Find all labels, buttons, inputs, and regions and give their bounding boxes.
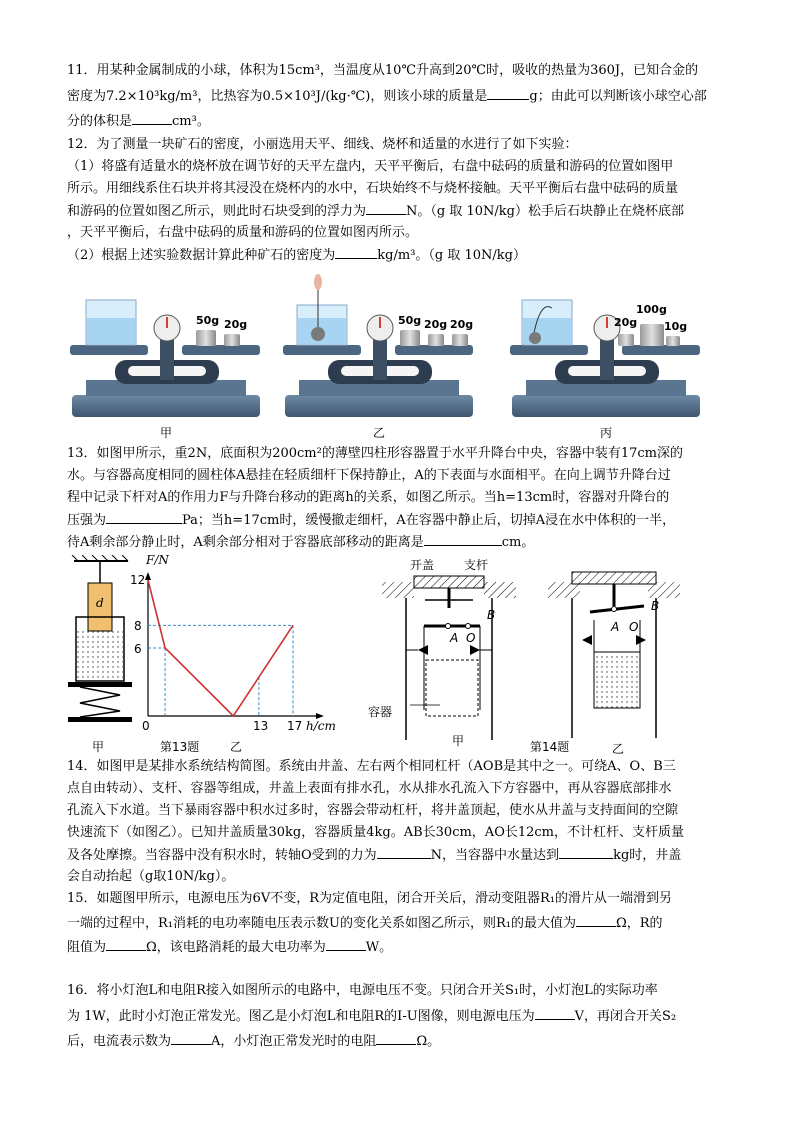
drain-system-yi (548, 572, 680, 738)
y-tick: 6 (134, 642, 142, 656)
weight-label: 10g (664, 320, 688, 333)
q12-line4: 和游码的位置如图乙所示，则此时石块受到的浮力为 N。（g 取 10N/kg）松手后石块静止在烧杯底部 (67, 200, 727, 223)
q13-line2: 水。与容器高度相同的圆柱体A悬挂在轻质细杆下保持静止，A的下表面与水面相平。在向上调节升降台过 (67, 468, 671, 483)
answer-blank[interactable] (171, 1030, 211, 1045)
fig-label-bing: 丙 (600, 426, 613, 440)
q14-line6: 会自动抬起（g取10N/kg）。 (67, 869, 235, 884)
x-tick: 0 (142, 719, 150, 733)
q13-line1: 13．如图甲所示，重2N，底面积为200cm²的薄壁四柱形容器置于水平升降台中央，容器中装有17cm深的 (67, 446, 683, 461)
lever-point-a: A (450, 631, 459, 645)
weight-label: 20g (450, 318, 474, 331)
fig-label-yi: 乙 (373, 426, 386, 440)
rod-label: 支杆 (464, 558, 489, 572)
answer-blank[interactable] (326, 936, 366, 951)
weight-label: 100g (636, 303, 667, 316)
x-tick: 13 (253, 719, 269, 733)
lever-point-o: O (466, 631, 476, 645)
q15-line3: 阻值为 Ω，该电路消耗的最大电功率为 W。 (67, 936, 727, 959)
weight-label: 20g (614, 316, 638, 329)
q12-line6: （2）根据上述实验数据计算此种矿石的密度为 kg/m³。（g 取 10N/kg） (67, 244, 727, 267)
y-tick: 8 (134, 619, 142, 633)
q14-fig-jia: 甲 (452, 734, 465, 748)
q12-line3: 所示。用细线系住石块并将其浸没在烧杯内的水中，石块始终不与烧杯接触。天平平衡后右盘中砝码的质量 (67, 181, 679, 196)
weight-label: 50g (398, 314, 422, 327)
q11-line2: 密度为7.2×10³kg/m³，比热容为0.5×10³J/(kg·℃)，则该小球的质量是 g；由此可以判断该小球空心部 (67, 85, 727, 108)
fig-label-jia: 甲 (160, 426, 173, 440)
container-label: 容器 (368, 705, 393, 719)
q11-line1: 11．用某种金属制成的小球，体积为15cm³，当温度从10℃升高到20℃时，吸收的热量为360J，已知合金的 (67, 63, 699, 78)
answer-blank[interactable] (559, 844, 613, 859)
q13-caption: 第13题 (160, 740, 200, 754)
lever-point-a: A (611, 620, 620, 634)
q14-line2: 点自由转动）、支杆、容器等组成，井盖上表面有排水孔，水从排水孔流入下方容器中，再从容器底部排水 (67, 781, 672, 796)
weight-label: 20g (424, 318, 448, 331)
answer-blank[interactable] (535, 1005, 575, 1020)
q14-line1: 14．如图甲是某排水系统结构简图。系统由井盖、左右两个相同杠杆（AOB是其中之一。可绕A、O、B三 (67, 759, 676, 774)
y-axis-label: F/N (146, 553, 169, 567)
x-tick: 17 (287, 719, 303, 733)
q16-line1: 16．将小灯泡L和电阻R接入如图所示的电路中，电源电压不变。只闭合开关S₁时，小灯泡L的实际功率 (67, 983, 658, 998)
answer-blank[interactable] (106, 936, 146, 951)
q12-line2: （1）将盛有适量水的烧杯放在调节好的天平左盘内，天平平衡后，右盘中砝码的质量和游码的位置如图甲 (67, 159, 674, 174)
q15-line2: 一端的过程中，R₁消耗的电功率随电压表示数U的变化关系如图乙所示，则R₁的最大值为 Ω，R的 (67, 912, 727, 935)
q15-line1: 15．如题图甲所示，电源电压为6V不变，R为定值电阻，闭合开关后，滑动变阻器R₁的滑片从一端滑到另 (67, 891, 672, 906)
q11-line3: 分的体积是 cm³。 (67, 110, 727, 133)
q14-fig-yi: 乙 (612, 742, 625, 756)
answer-blank[interactable] (576, 912, 616, 927)
q12-line5: ，天平平衡后，右盘中砝码的质量和游码的位置如图丙所示。 (67, 225, 419, 240)
weight-label: 20g (224, 318, 248, 331)
drain-system-jia (382, 576, 516, 740)
x-axis-label: h/cm (306, 719, 336, 733)
q13-line3: 程中记录下杆对A的作用力F与升降台移动的距离h的关系，如图乙所示。当h=13cm时，容器对升降台的 (67, 490, 670, 505)
q13-fig-jia: 甲 (92, 740, 105, 754)
q16-line3: 后，电流表示数为 A，小灯泡正常发光时的电阻 Ω。 (67, 1030, 727, 1053)
q14-line5: 及各处摩擦。当容器中没有积水时，转轴O受到的力为 N，当容器中水量达到 kg时，井盖 (67, 844, 727, 867)
answer-blank[interactable] (376, 1030, 416, 1045)
q16-line2: 为 1W，此时小灯泡正常发光。图乙是小灯泡L和电阻R的I-U图像，则电源电压为 V，再闭合开关S₂ (67, 1005, 727, 1028)
q12-line1: 12．为了测量一块矿石的密度，小丽选用天平、细线、烧杯和适量的水进行了如下实验： (67, 137, 578, 152)
lever-point-b: B (487, 608, 496, 622)
q14-caption: 第14题 (530, 740, 570, 754)
lever-point-b: B (651, 599, 660, 613)
y-tick: 12 (130, 573, 146, 587)
q13-line4: 压强为 Pa；当h=17cm时，缓慢撤走细杆，A在容器中静止后，切掉A浸在水中体积的一半， (67, 509, 727, 532)
block-label: d (96, 596, 104, 610)
q14-line4: 快速流下（如图乙）。已知井盖质量30kg，容器质量4kg。AB长30cm，AO长12cm，不计杠杆、支杆质量 (67, 825, 684, 840)
q13-line5: 待A剩余部分静止时，A剩余部分相对于容器底部移动的距离是 cm。 (67, 531, 727, 554)
lid-label: 开盖 (410, 558, 435, 572)
lever-point-o: O (629, 620, 639, 634)
answer-blank[interactable] (377, 844, 431, 859)
weight-label: 50g (196, 314, 220, 327)
q14-line3: 孔流入下水道。当下暴雨容器中积水过多时，容器会带动杠杆，将井盖顶起，使水从井盖与支持面间的空隙 (67, 803, 679, 818)
q13-fig-yi: 乙 (230, 740, 243, 754)
